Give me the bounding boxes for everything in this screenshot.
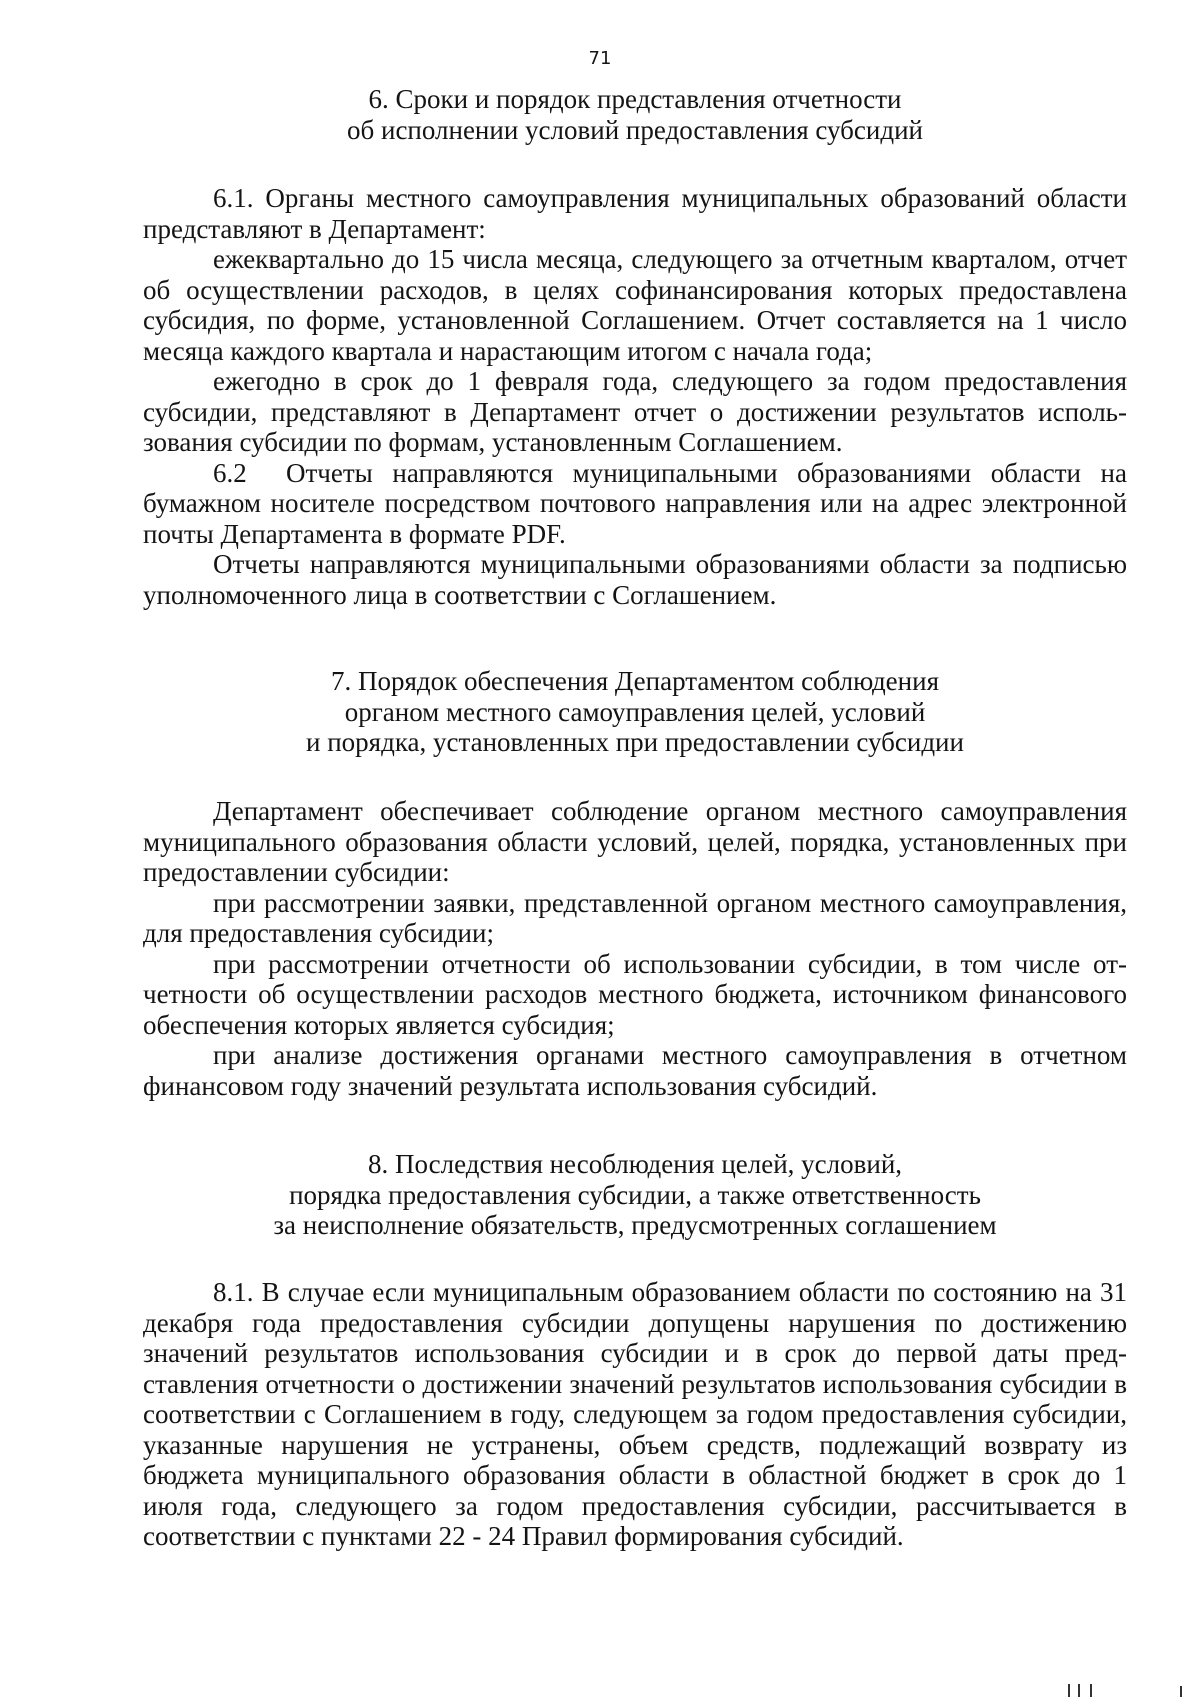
section-7-body [143, 796, 1127, 1101]
heading-line: 7. Порядок обеспечения Департаментом соблюдения [330, 666, 939, 696]
heading-line: 6. Сроки и порядок представления отчетности [368, 84, 902, 114]
paragraph-8-1: 8.1. В случае если муниципальным образованием области по состоянию на 31 декабря года предоставления субсидии допущены нарушения по достижению значений результатов использования субсидии и в срок до первой даты представления отчетности о достижении значений результатов использования субсидии в соответствии с Соглашением в году, следующем за годом предоставления субсидии, указанные нарушения не устранены, объем средств, подлежащий возврату из бюджета муниципального образования области в областной бюджет в срок до 1 июля года, следующего за годом предоставления субсидии, рассчитывается в соответствии с пунктами 22 - 24 Правил формирования субсидий. [143, 1277, 1127, 1551]
paragraph-signature: Отчеты направляются муниципальными образованиями области за подписью уполномоченного лица в соответствии с Соглашением. [143, 549, 1127, 610]
page-number: 71 [588, 48, 612, 69]
paragraph-6-1: 6.1. Органы местного самоуправления муниципальных образований области представляют в Департамент: [143, 183, 1127, 244]
paragraph-results-analysis: при анализе достижения органами местного самоуправления в отчетном финансовом году значений результата использования субсидий. [143, 1040, 1127, 1101]
heading-line: органом местного самоуправления целей, условий [344, 696, 926, 727]
section-7-heading [143, 666, 1127, 758]
paragraph-application-review: при рассмотрении заявки, представленной органом местного самоуправления, для предоставления субсидии; [143, 887, 1127, 948]
heading-line: за неисполнение обязательств, предусмотренных соглашением [273, 1210, 997, 1240]
paragraph-reporting-review: при рассмотрении отчетности об использовании субсидии, в том числе отчетности об осуществлении расходов местного бюджета, источником финансового обеспечения которых является субсидия; [143, 948, 1127, 1040]
clause-number: 6.2 [213, 457, 247, 488]
section-8-body [143, 1277, 1127, 1552]
section-8-heading [143, 1149, 1127, 1241]
paragraph-department-ensures: Департамент обеспечивает соблюдение органом местного самоуправления муниципального образования области условий, целей, порядка, установленных при предоставлении субсидии: [143, 796, 1127, 887]
scan-artifact [1068, 1684, 1070, 1697]
heading-line: и порядка, установленных при предоставлении субсидии [306, 727, 964, 757]
scan-artifact [1078, 1684, 1080, 1697]
paragraph-6-2-text: Отчеты направляются муниципальными образованиями области на бумажном носителе посредством почтового направления или на адрес электронной почты Департамента в формате PDF. [143, 457, 1127, 549]
scan-artifact [1180, 1686, 1182, 1697]
paragraph-6-2 [143, 458, 1127, 550]
scan-artifact [1090, 1684, 1092, 1697]
heading-line: об исполнении условий предоставления субсидий [347, 114, 923, 145]
section-6-body [143, 183, 1127, 610]
heading-line: 8. Последствия несоблюдения целей, условий, [367, 1149, 903, 1179]
section-6-heading [143, 84, 1127, 145]
paragraph-quarterly-report: ежеквартально до 15 числа месяца, следующего за отчетным кварталом, отчет об осуществлении расходов, в целях софинансирования которых предоставлена субсидия, по форме, установленной Соглашением. Отчет составляется на 1 число месяца каждого квартала и нарастающим итогом с начала года; [143, 244, 1127, 366]
heading-line: порядка предоставления субсидии, а также ответственность [289, 1179, 981, 1210]
paragraph-annual-report: ежегодно в срок до 1 февраля года, следующего за годом предоставления субсидии, представляют в Департамент отчет о достижении результатов использования субсидии по формам, установленным Соглашением. [143, 366, 1127, 457]
